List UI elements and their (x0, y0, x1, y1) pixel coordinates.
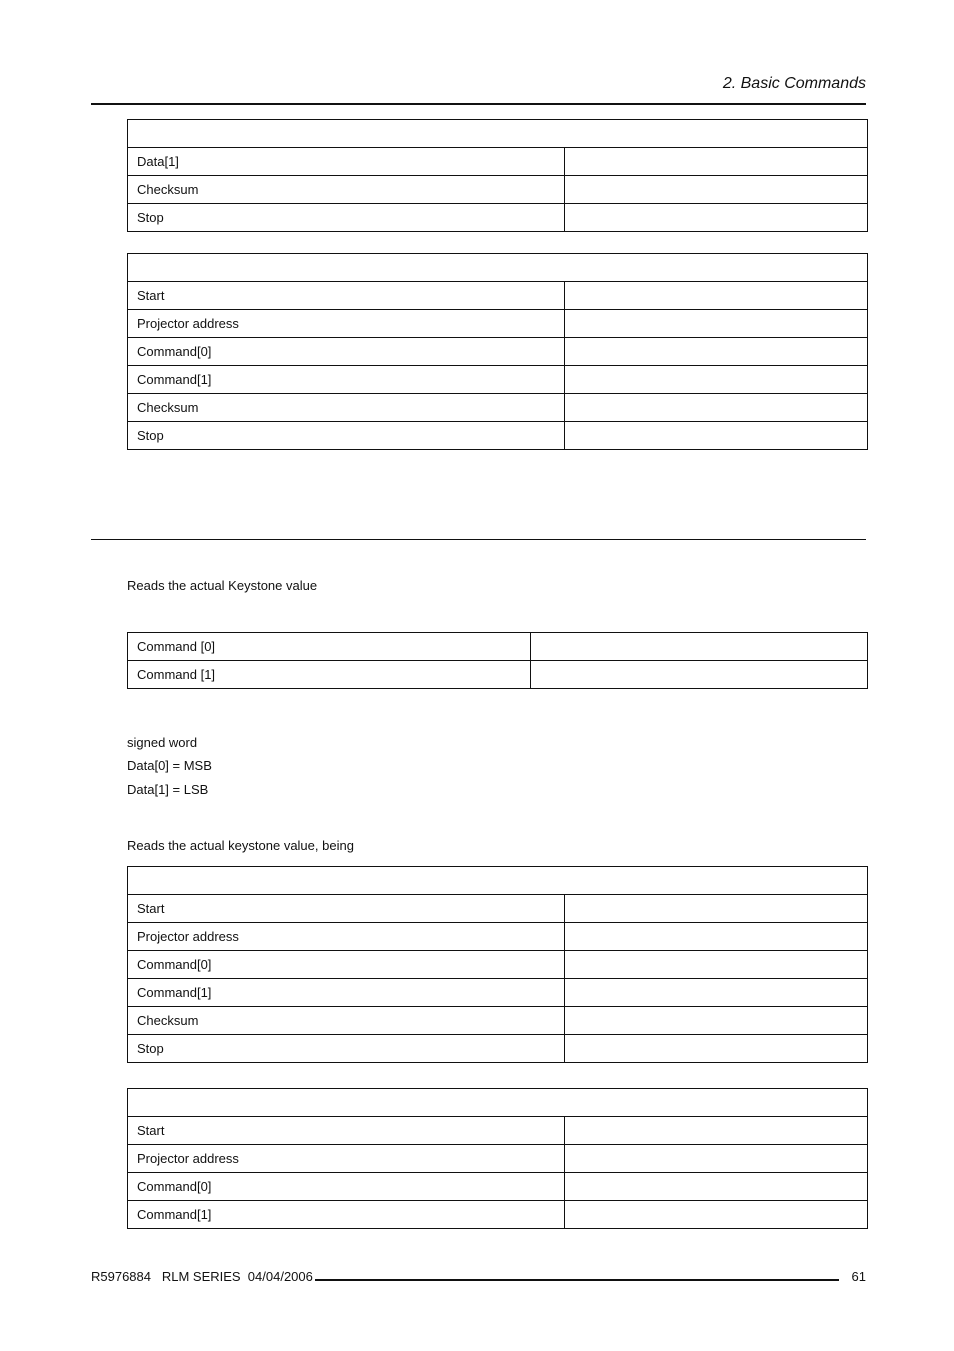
row-label: Command[0] (128, 1173, 565, 1201)
table-header-cell (128, 867, 868, 895)
data1-text: Data[1] = LSB (127, 782, 209, 797)
row-value (565, 1201, 868, 1229)
row-label: Checksum (128, 176, 565, 204)
row-value (565, 979, 868, 1007)
command-table-3 (127, 632, 868, 689)
table-row (128, 148, 868, 176)
command-table-4 (127, 866, 868, 1063)
row-value (565, 1145, 868, 1173)
row-value (565, 366, 868, 394)
table-row (128, 338, 868, 366)
row-label: Stop (128, 204, 565, 232)
row-label: Stop (128, 422, 565, 450)
table-row (128, 1201, 868, 1229)
header-rule (91, 103, 866, 105)
example-description: Reads the actual keystone value, being (127, 838, 354, 853)
table-row (128, 1117, 868, 1145)
row-label: Start (128, 282, 565, 310)
row-value (565, 1117, 868, 1145)
command-table-2 (127, 253, 868, 450)
section-rule (91, 539, 866, 540)
description-text: Reads the actual Keystone value (127, 578, 318, 593)
row-value (565, 1173, 868, 1201)
row-value (565, 895, 868, 923)
command-table-5 (127, 1088, 868, 1229)
row-label: Command[0] (128, 951, 565, 979)
row-value (531, 661, 868, 689)
row-label: Command[1] (128, 1201, 565, 1229)
data0-text: Data[0] = MSB (127, 758, 212, 773)
row-label: Projector address (128, 310, 565, 338)
table-row (128, 923, 868, 951)
row-value (565, 1007, 868, 1035)
table-row (128, 951, 868, 979)
row-label: Stop (128, 1035, 565, 1063)
table-row (128, 422, 868, 450)
table-row (128, 1035, 868, 1063)
footer-doc-info: R5976884 RLM SERIES 04/04/2006 (91, 1269, 313, 1284)
row-value (565, 204, 868, 232)
row-label: Command[0] (128, 338, 565, 366)
table-header-row (128, 254, 868, 282)
table-row (128, 895, 868, 923)
chapter-title: 2. Basic Commands (722, 75, 866, 92)
footer-rule (315, 1279, 839, 1281)
table-header-row (128, 120, 868, 148)
row-value (531, 633, 868, 661)
table-row (128, 204, 868, 232)
row-value (565, 923, 868, 951)
table-header-cell (128, 1089, 868, 1117)
row-value (565, 338, 868, 366)
table-row (128, 633, 868, 661)
page-number: 61 (851, 1269, 866, 1284)
table-row (128, 366, 868, 394)
table-row (128, 1145, 868, 1173)
row-label: Start (128, 895, 565, 923)
table-header-cell (128, 254, 868, 282)
row-value (565, 394, 868, 422)
table-row (128, 661, 868, 689)
row-label: Command [1] (128, 661, 531, 689)
row-label: Projector address (128, 923, 565, 951)
row-value (565, 176, 868, 204)
table-row (128, 394, 868, 422)
row-label: Command [0] (128, 633, 531, 661)
row-label: Projector address (128, 1145, 565, 1173)
table-header-row (128, 867, 868, 895)
data-type-text: signed word (127, 735, 198, 750)
row-label: Checksum (128, 1007, 565, 1035)
row-value (565, 951, 868, 979)
row-label: Start (128, 1117, 565, 1145)
row-label: Checksum (128, 394, 565, 422)
row-value (565, 1035, 868, 1063)
command-table-1 (127, 119, 868, 232)
table-row (128, 282, 868, 310)
row-value (565, 310, 868, 338)
row-label: Command[1] (128, 979, 565, 1007)
table-row (128, 979, 868, 1007)
table-row (128, 1007, 868, 1035)
row-value (565, 148, 868, 176)
table-header-cell (128, 120, 868, 148)
table-header-row (128, 1089, 868, 1117)
table-row (128, 1173, 868, 1201)
table-row (128, 310, 868, 338)
row-label: Data[1] (128, 148, 565, 176)
row-label: Command[1] (128, 366, 565, 394)
row-value (565, 282, 868, 310)
row-value (565, 422, 868, 450)
table-row (128, 176, 868, 204)
